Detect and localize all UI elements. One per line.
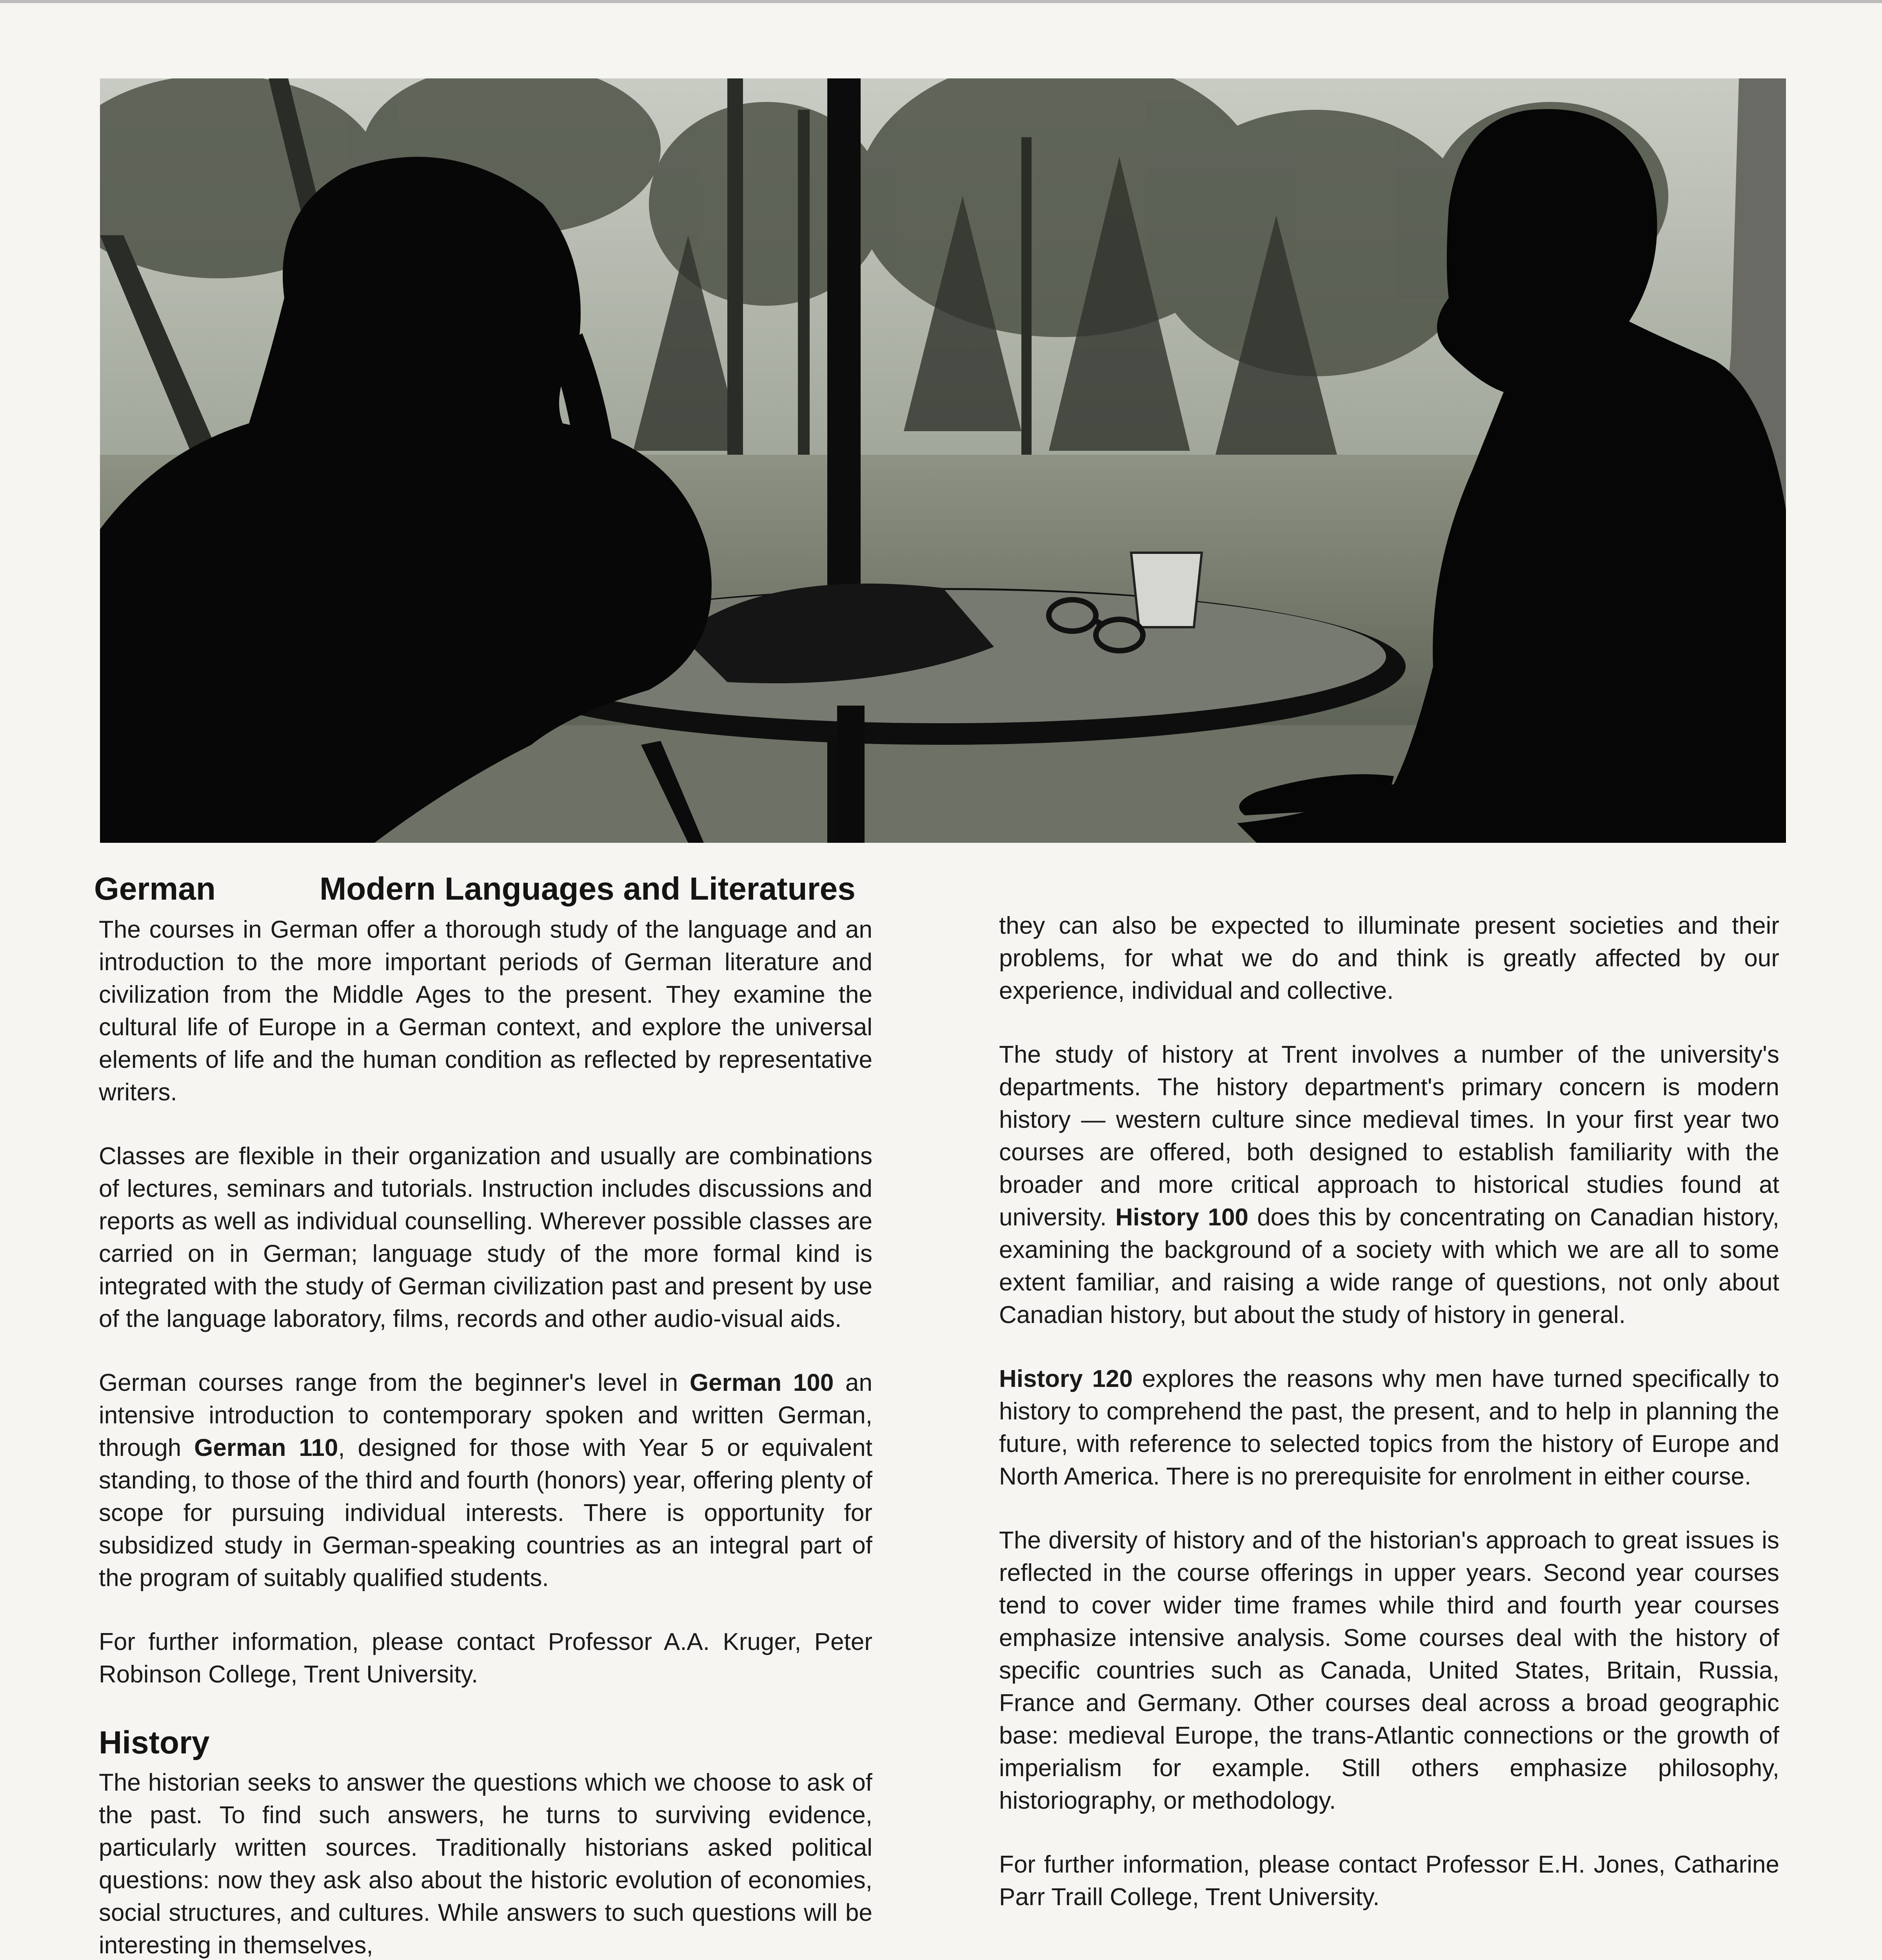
history-paragraph-2: they can also be expected to illuminate present societies and their problems, for what we do and think is greatly affected by our experience, individual and collective. <box>999 912 1779 1004</box>
history-heading: History <box>99 1725 210 1760</box>
history-p4-text-b: explores the reasons why men have turned specifically to history to comprehend the past, the present, and to help in planning the future, with reference to selected topics from the history of Europe and North America. There is no prerequisite for enrolment in either course. <box>999 1365 1779 1490</box>
paper-cup <box>1131 553 1202 627</box>
history-p3-text-a: The study of history at Trent involves a number of the university's departments. The history department's primary concern is modern history — western culture since medieval times. In your first year two courses are offered, both designed to establish familiarity with the broader and more critical approach to historical studies found at university. <box>999 1041 1779 1231</box>
history-paragraph-4 <box>999 1363 1779 1493</box>
german-heading: German <box>94 871 216 907</box>
top-rule <box>0 0 1882 3</box>
table-base <box>837 706 865 843</box>
photo-two-people-at-table <box>100 78 1786 843</box>
history-120-course: History 120 <box>999 1365 1133 1392</box>
left-column <box>94 868 872 1960</box>
history-paragraph-1: The historian seeks to answer the questions which we choose to ask of the past. To find such answers, he turns to surviving evidence, particularly written sources. Traditionally historians asked political questions: now they ask also about the historic evolution of economies, social structures, and cultures. While answers to such questions will be interesting in themselves, <box>99 1769 872 1959</box>
right-column <box>999 909 1779 1960</box>
german-paragraph-1: The courses in German offer a thorough study of the language and an introduction to the more important periods of German literature and civilization from the Middle Ages to the present. They examine the cultural life of Europe in a German context, and explore the universal elements of life and the human condition as reflected by representative writers. <box>99 916 872 1106</box>
history-100-course: History 100 <box>1115 1204 1249 1231</box>
german-p3-text-e: , designed for those with Year 5 or equivalent standing, to those of the third and fourth (honors) year, offering plenty of scope for pursuing individual interests. There is opportunity for subsidized study in German-speaking countries as an integral part of the program of suitably qualified students. <box>99 1434 872 1592</box>
german-paragraph-3 <box>99 1367 872 1594</box>
german-contact: For further information, please contact Professor A.A. Kruger, Peter Robinson College, Trent University. <box>99 1628 872 1688</box>
modern-languages-heading: Modern Languages and Literatures <box>320 871 856 907</box>
german-paragraph-2: Classes are flexible in their organization and usually are combinations of lectures, seminars and tutorials. Instruction includes discussions and reports as well as individual counselling. Wherever possible classes are carried on in German; language study of the more formal kind is integrated with the study of German civilization past and present by use of the language laboratory, films, records and other audio-visual aids. <box>99 1143 872 1332</box>
history-p3-text-c: does this by concentrating on Canadian history, examining the background of a society with which we are all to some extent familiar, and raising a wide range of questions, not only about Canadian history, but about the study of history in general. <box>999 1204 1779 1328</box>
history-contact: For further information, please contact Professor E.H. Jones, Catharine Parr Traill College, Trent University. <box>999 1851 1779 1911</box>
german-110-course: German 110 <box>194 1434 338 1461</box>
heading-row <box>94 868 872 913</box>
german-p3-text-a: German courses range from the beginner's level in <box>99 1369 690 1396</box>
history-paragraph-3 <box>999 1038 1779 1331</box>
photo-illustration <box>100 78 1786 843</box>
history-paragraph-5: The diversity of history and of the historian's approach to great issues is reflected in the course offerings in upper years. Second year courses tend to cover wider time frames while third and fourth year courses emphasize intensive analysis. Some courses deal with the history of specific countries such as Canada, United States, Britain, Russia, France and Germany. Other courses deal across a broad geographic base: medieval Europe, the trans-Atlantic connections or the growth of imperialism for example. Still others emphasize philosophy, historiography, or methodology. <box>999 1527 1779 1814</box>
german-100-course: German 100 <box>689 1369 834 1396</box>
german-p3-text-c: an intensive introduction to contemporary spoken and written German, through <box>99 1369 872 1461</box>
